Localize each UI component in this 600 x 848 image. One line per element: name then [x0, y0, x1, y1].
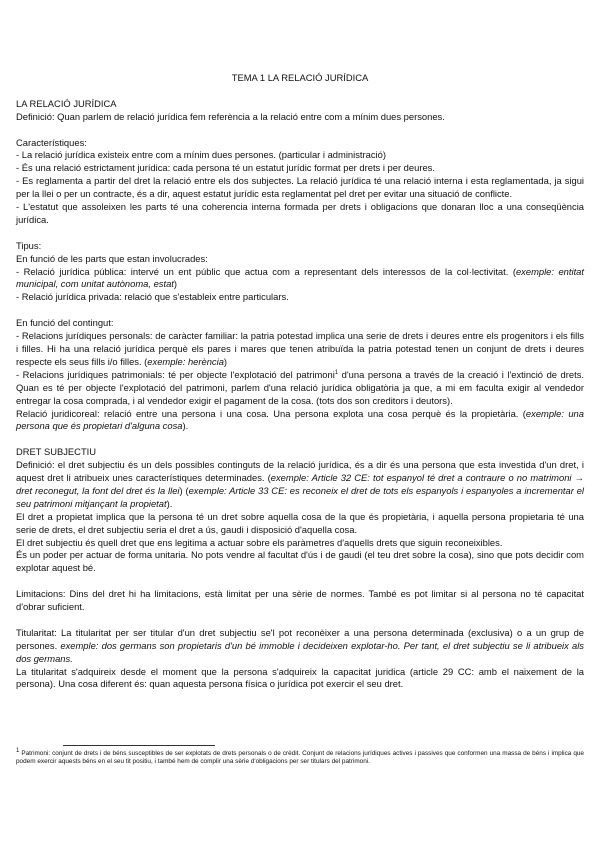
paragraph [16, 666, 584, 692]
text-run: Característiques: [16, 136, 87, 148]
example-text: exemple: una persona que és propietari d'alguna cosa [16, 407, 584, 432]
paragraph [16, 330, 584, 369]
text-run: És un poder per actuar de forma unitaria. No pots vendre al facultat d'ús i de gaudi (el teu dret sobre la cosa), sino que pots decidir com explotar aquest bé. [16, 549, 584, 574]
blank-line [16, 304, 584, 317]
blank-line [16, 85, 584, 98]
text-run: Definició: Quan parlem de relació jurídica fem referència a la relació entre com a mínim dues persones. [16, 110, 445, 122]
blank-line [16, 614, 584, 627]
paragraph [16, 627, 584, 666]
footnote-reference: 1 [334, 369, 339, 376]
paragraph [16, 459, 584, 511]
paragraph [16, 201, 584, 227]
text-run: El dret a propietat implica que la persona té un dret sobre aquella cosa de la que és propietària, i aquella persona propietaria té una serie de drets, el dret subjectiu seria el dret a ús, gaudi i disposició d'aquella cosa. [16, 510, 584, 535]
text-run: - Es reglamenta a partir del dret la relació entre els dos subjectes. La relació jurídica té una relació interna i esta reglamentada, ja sigui per la llei o per un contracte, és a dir, aquest estatut jurídic esta reglamentat pel dret per evitar una situació de conflicte. [16, 175, 584, 200]
text-run: LA RELACIÓ JURÍDICA [16, 97, 117, 109]
blank-line [16, 433, 584, 446]
blank-line [16, 227, 584, 240]
paragraph [16, 175, 584, 201]
text-run: La titularitat s'adquireix desde el moment que la persona s'adquireix la capacitat juridica (article 29 CC: amb el naixement de la persona). Una cosa diferent és: quan aquesta persona física o jurídica pot exercir el seu dret. [16, 665, 584, 690]
text-run: DRET SUBJECTIU [16, 446, 97, 458]
paragraph [16, 549, 584, 575]
paragraph [16, 240, 584, 253]
text-run: d'una persona a través de la creació i l'extinció de drets. Quan es té per objecte l'explotació del patrimoni, parlem d'una relació jurídica obligatòria ja que, a mi em faculta exigir al vendedor entregar la cosa comprada, i al vendedor exigir el pagament de la cosa. (tots dos son creditors i deutors). [16, 368, 584, 406]
page-title [16, 72, 584, 85]
text-run: Titularitat: La titularitat per ser titular d'un dret subjectiu se'l pot reconèixer a una persona determinada (exclusiva) o a un grup de persones. [16, 626, 584, 651]
text-run: - La relació jurídica existeix entre com a mínim dues persones. (particular i administració) [16, 149, 386, 161]
paragraph [16, 369, 584, 408]
text-run: - Relació jurídica pública: intervé un ent públic que actua com a representant dels interessos de la col·lectivitat. ( [16, 265, 516, 277]
text-run: Limitacions: Dins del dret hi ha limitacions, està limitat per una sèrie de normes. També es pot limitar si al persona no té capacitat d'obrar suficient. [16, 588, 584, 613]
paragraph [16, 537, 584, 550]
blank-line [16, 575, 584, 588]
text-run: - Relació jurídica privada: relació que s'estableix entre particulars. [16, 291, 289, 303]
example-text: exemple: dos germans son propietaris d'un bé immoble i decideixen explotar-ho. Per tant, el dret subjectiu se li atribueix als dos germans. [16, 639, 584, 664]
paragraph [16, 446, 584, 459]
text-run: - Relacions jurídiques patrimonials: té per objecte l'explotació del patrimoni [16, 368, 335, 380]
paragraph [16, 266, 584, 292]
paragraph [16, 162, 584, 175]
text-run: - Relacions jurídiques personals: de caràcter familiar: la patria potestad implica una serie de drets i deures entre els progenitors i els fills i filles. Hi ha una relació jurídica perquè els pares i mares que tenen atribuïda la patria potestad tenen un conjunt de drets i deures respecte els seus fills i/o filles. ( [16, 330, 584, 367]
document-body [16, 72, 584, 691]
paragraph [16, 98, 584, 111]
text-run: En funció del contingut: [16, 317, 114, 329]
example-text: exemple: Article 33 CE: es reconeix el dret de tots els espanyols i espanyoles a incrementar el seu patrimoni mitjançant la propietat [16, 484, 584, 509]
footnote-marker: 1 [16, 747, 20, 754]
text-run: Definició: el dret subjectiu és un dels possibles continguts de la relació jurídica, és a dir és una persona que esta investida d'un dret, i aquest dret li atribueix unes característiques determinades. ( [16, 459, 584, 484]
text-run: El dret subjectiu és quell dret que ens legitima a actuar sobre els paràmetres d'aquells drets que siguin reconeixibles. [16, 536, 503, 548]
text-run: En funció de les parts que estan involucrades: [16, 252, 208, 264]
text-run: ). [182, 420, 189, 432]
paragraph [16, 317, 584, 330]
paragraph [16, 137, 584, 150]
paragraph [16, 149, 584, 162]
text-run: ) [223, 355, 228, 367]
text-run: - És una relació estrictament jurídica: cada persona té un estatut jurídic format per drets i per deures. [16, 162, 435, 174]
paragraph [16, 111, 584, 124]
text-run: ) [173, 278, 178, 290]
footnote [16, 747, 584, 766]
paragraph [16, 511, 584, 537]
example-text: exemple: Article 32 CE: tot espanyol té dret a contraure o no matrimoni → dret reconegut, la font del dret és la llei [16, 472, 584, 496]
text-run: ). [166, 497, 173, 509]
text-run: Tipus: [16, 239, 42, 251]
text-run: Relació juridicoreal: relació entre una persona i una cosa. Una persona explota una cosa perquè és la propietària. ( [16, 407, 526, 419]
footnote-separator [63, 745, 215, 746]
paragraph [16, 253, 584, 266]
footnote-text: Patrimoni: conjunt de drets i de béns susceptibles de ser explotats de drets personals o de crèdit. Conjunt de relacions jurídiques actives i passives que conformen una massa de béns i implica que podem exercir aquests béns en el seu tit positiu, i també hem de complir una sèrie d'obligacions per ser titulars del patrimoni. [16, 750, 584, 766]
text-run: TEMA 1 LA RELACIÓ JURÍDICA [231, 72, 369, 83]
text-run: - L'estatut que assoleixen les parts té una coherencia interna formada per drets i obligacions que donaran lloc a una conseqüència jurídica. [16, 201, 584, 225]
paragraph [16, 291, 584, 304]
paragraph [16, 588, 584, 614]
text-run: ) ( [179, 484, 189, 496]
blank-line [16, 124, 584, 137]
paragraph [16, 408, 584, 434]
example-text: exemple: entitat municipal, com unitat autònoma, estat [16, 265, 585, 290]
example-text: exemple: herència [147, 355, 224, 367]
